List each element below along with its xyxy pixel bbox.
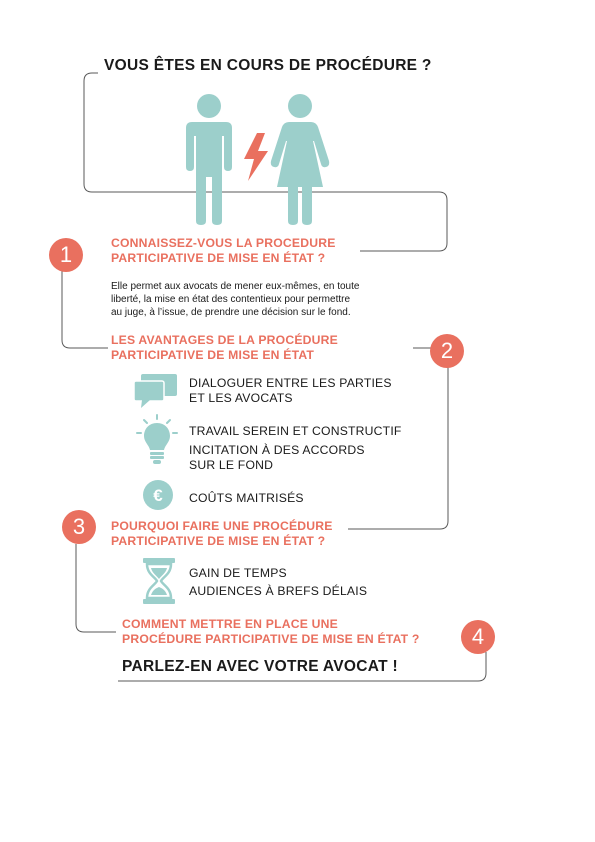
advantage-item-work: TRAVAIL SEREIN ET CONSTRUCTIF [189, 424, 402, 438]
step-1-text-line-3: au juge, à l’issue, de prendre une décision sur le fond. [111, 307, 351, 319]
advantage-3-line-1: INCITATION À DES ACCORDS [189, 443, 365, 457]
step-4-heading-line-2: PROCÉDURE PARTICIPATIVE DE MISE EN ÉTAT ? [122, 632, 420, 646]
step-1-text-line-2: liberté, la mise en état des contentieux pour permettre [111, 294, 351, 306]
advantage-item-costs: COÛTS MAITRISÉS [189, 491, 304, 505]
step-3-heading [111, 519, 333, 549]
couple-conflict-illustration [178, 93, 340, 225]
advantage-item-dialogue [189, 376, 392, 406]
step-1-text-line-1: Elle permet aux avocats de mener eux-mêmes, en toute [111, 281, 360, 292]
step-4-heading-line-1: COMMENT METTRE EN PLACE UNE [122, 617, 338, 631]
step-2-heading-line-2: PARTICIPATIVE DE MISE EN ÉTAT [111, 348, 315, 362]
reason-item-time: GAIN DE TEMPS [189, 566, 287, 580]
advantage-3-line-2: SUR LE FOND [189, 458, 274, 472]
advantage-1-line-1: DIALOGUER ENTRE LES PARTIES [189, 376, 392, 390]
step-1-heading [111, 236, 336, 266]
step-3-badge: 3 [62, 510, 96, 544]
call-to-action: PARLEZ-EN AVEC VOTRE AVOCAT ! [122, 658, 398, 675]
reason-item-hearings: AUDIENCES À BREFS DÉLAIS [189, 584, 368, 598]
advantage-item-agreements [189, 443, 365, 473]
step-1-description [111, 280, 359, 320]
step-1-heading-line-1: CONNAISSEZ-VOUS LA PROCEDURE [111, 236, 336, 250]
step-2-heading-line-1: LES AVANTAGES DE LA PROCÉDURE [111, 333, 338, 347]
step-1-heading-line-2: PARTICIPATIVE DE MISE EN ÉTAT ? [111, 251, 326, 265]
man-icon [197, 94, 221, 118]
speech-bubbles-icon [133, 372, 179, 410]
step-2-badge: 2 [430, 334, 464, 368]
lightbulb-icon [134, 414, 180, 466]
step-4-badge: 4 [461, 620, 495, 654]
lightning-icon [244, 133, 268, 181]
step-4-heading [122, 617, 420, 647]
page-title: VOUS ÊTES EN COURS DE PROCÉDURE ? [104, 57, 432, 74]
step-3-heading-line-1: POURQUOI FAIRE UNE PROCÉDURE [111, 519, 333, 533]
svg-text:€: € [153, 486, 163, 505]
step-3-heading-line-2: PARTICIPATIVE DE MISE EN ÉTAT ? [111, 534, 326, 548]
step-1-badge: 1 [49, 238, 83, 272]
step-2-heading [111, 333, 338, 363]
hourglass-icon [142, 558, 176, 604]
woman-icon [288, 94, 312, 118]
euro-coin-icon [142, 479, 174, 511]
advantage-1-line-2: ET LES AVOCATS [189, 391, 293, 405]
